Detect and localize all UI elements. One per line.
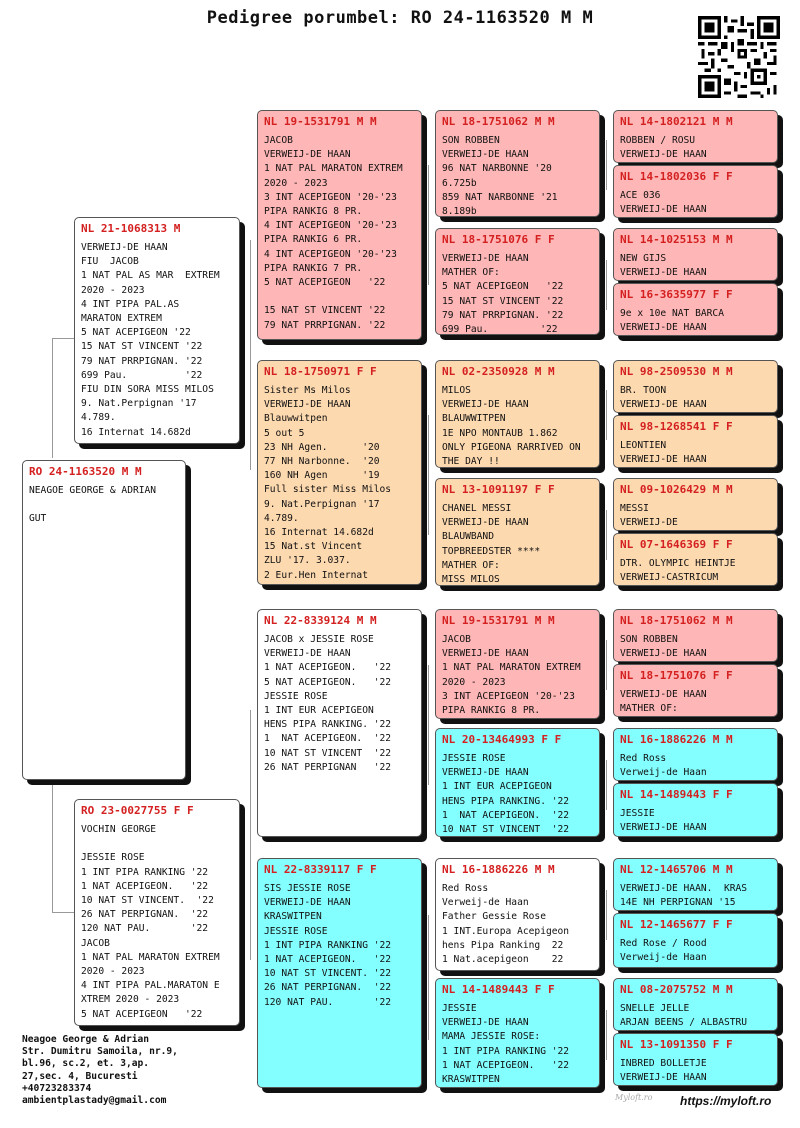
pigeon-details: Sister Ms Milos VERWEIJ-DE HAAN Blauwwitpen 5 out 5 23 NH Agen. '20 77 NH Narbonne. '20 160 NH Agen '19 Full sister Miss Milos 9. Nat.Perpignan '17 4.789. 16 Internat 14.682d 15 Nat.st Vincent ZLU '17. 3.037. 2 Eur.Hen Internat bbox=[264, 385, 392, 581]
pigeon-details: Red Ross Verweij-de Haan Father Gessie Rose 1 INT.Europa Acepigeon hens Pipa Ranking 22 1 Nat.acepigeon 22 bbox=[442, 883, 570, 966]
ancestor-card[interactable] bbox=[613, 913, 778, 968]
ring-number: NL 98-2509530 M M bbox=[620, 365, 733, 378]
ring-number: NL 16-3635977 F F bbox=[620, 288, 733, 301]
ancestor-card[interactable] bbox=[435, 360, 600, 468]
connector bbox=[52, 338, 74, 339]
pigeon-details: SON ROBBEN VERWEIJ-DE HAAN 96 NAT NARBONNE '20 6.725b 859 NAT NARBONNE '21 8.189b bbox=[442, 135, 558, 217]
pigeon-details: VERWEIJ-DE HAAN MATHER OF: bbox=[620, 689, 707, 715]
pigeon-details: 9e x 10e NAT BARCA VERWEIJ-DE HAAN bbox=[620, 308, 724, 334]
dam-card[interactable] bbox=[74, 799, 240, 1026]
ancestor-card[interactable] bbox=[613, 228, 778, 281]
connector bbox=[606, 1010, 607, 1060]
connector bbox=[52, 780, 53, 912]
ring-number: NL 13-1091350 F F bbox=[620, 1038, 733, 1051]
connector bbox=[606, 510, 607, 560]
pigeon-details: SNELLE JELLE ARJAN BEENS / ALBASTRU bbox=[620, 1003, 748, 1029]
connector bbox=[606, 390, 607, 440]
ring-number: NL 08-2075752 M M bbox=[620, 983, 733, 996]
pigeon-details: JACOB VERWEIJ-DE HAAN 1 NAT PAL MARATON EXTREM 2020 - 2023 3 INT ACEPIGEON '20-'23 PIPA RANKIG 8 PR. bbox=[442, 634, 581, 717]
subject-pigeon-card[interactable] bbox=[22, 460, 186, 780]
ring-number: NL 09-1026429 M M bbox=[620, 483, 733, 496]
connector bbox=[52, 912, 74, 913]
owner-contact: Neagoe George & Adrian Str. Dumitru Samoila, nr.9, bl.96, sc.2, et. 3,ap. 27,sec. 4, Bucuresti +40723283374 ambientplastady@gmail.com bbox=[22, 1034, 178, 1107]
connector bbox=[606, 640, 607, 690]
ancestor-card[interactable] bbox=[435, 978, 600, 1088]
ancestor-card[interactable] bbox=[257, 110, 422, 340]
ancestor-card[interactable] bbox=[613, 360, 778, 413]
ring-number: NL 14-1025153 M M bbox=[620, 233, 733, 246]
ancestor-card[interactable] bbox=[613, 978, 778, 1031]
pigeon-details: INBRED BOLLETJE VERWEIJ-DE HAAN bbox=[620, 1058, 707, 1084]
pigeon-details: VERWEIJ-DE HAAN. KRAS 14E NH PERPIGNAN '15 bbox=[620, 883, 748, 909]
connector bbox=[52, 338, 53, 458]
ancestor-card[interactable] bbox=[613, 1033, 778, 1086]
pigeon-details: VOCHIN GEORGE JESSIE ROSE 1 INT PIPA RANKING '22 1 NAT ACEPIGEON. '22 10 NAT ST VINCENT. '22 26 NAT PERPIGNAN. '22 120 NAT PAU. '22 JACOB 1 NAT PAL MARATON EXTREM 2020 - 2023 4 INT PIPA PAL.MARATON E XTREM 2020 - 2023 5 NAT ACEPIGEON '22 bbox=[81, 824, 220, 1020]
pigeon-details: SON ROBBEN VERWEIJ-DE HAAN bbox=[620, 634, 707, 660]
ring-number: NL 14-1802036 F F bbox=[620, 170, 733, 183]
ring-number: NL 14-1489443 F F bbox=[620, 788, 733, 801]
ancestor-card[interactable] bbox=[613, 110, 778, 163]
connector bbox=[428, 165, 429, 285]
ancestor-card[interactable] bbox=[613, 858, 778, 911]
ring-number: NL 21-1068313 M bbox=[81, 222, 181, 235]
connector bbox=[428, 665, 429, 785]
pigeon-details: MESSI VERWEIJ-DE bbox=[620, 503, 678, 529]
ancestor-card[interactable] bbox=[613, 664, 778, 717]
ring-number: NL 12-1465706 M M bbox=[620, 863, 733, 876]
ancestor-card[interactable] bbox=[435, 728, 600, 837]
ring-number: NL 22-8339117 F F bbox=[264, 863, 377, 876]
pigeon-details: JACOB x JESSIE ROSE VERWEIJ-DE HAAN 1 NAT ACEPIGEON. '22 5 NAT ACEPIGEON. '22 JESSIE ROSE 1 INT EUR ACEPIGEON HENS PIPA RANKING. '22 1 NAT ACEPIGEON. '22 10 NAT ST VINCENT '22 26 NAT PERPIGNAN '22 bbox=[264, 634, 392, 773]
ancestor-card[interactable] bbox=[257, 609, 422, 837]
pigeon-details: ACE 036 VERWEIJ-DE HAAN bbox=[620, 190, 707, 216]
connector bbox=[606, 760, 607, 810]
ring-number: NL 14-1802121 M M bbox=[620, 115, 733, 128]
pigeon-details: VERWEIJ-DE HAAN FIU JACOB 1 NAT PAL AS MAR EXTREM 2020 - 2023 4 INT PIPA PAL.AS MARATON EXTREM 5 NAT ACEPIGEON '22 15 NAT ST VINCENT '22 79 NAT PRRPIGNAN. '22 699 Pau. '22 FIU DIN SORA MISS MILOS 9. Nat.Perpignan '17 4.789. 16 Internat 14.682d bbox=[81, 242, 220, 438]
ancestor-card[interactable] bbox=[613, 415, 778, 468]
ancestor-card[interactable] bbox=[613, 283, 778, 336]
pigeon-details: VERWEIJ-DE HAAN MATHER OF: 5 NAT ACEPIGEON '22 15 NAT ST VINCENT '22 79 NAT PRRPIGNAN. '22 699 Pau. '22 bbox=[442, 253, 564, 335]
ancestor-card[interactable] bbox=[435, 228, 600, 335]
ancestor-card[interactable] bbox=[435, 609, 600, 719]
ancestor-card[interactable] bbox=[435, 478, 600, 586]
pigeon-details: CHANEL MESSI VERWEIJ-DE HAAN BLAUWBAND TOPBREEDSTER **** MATHER OF: MISS MILOS bbox=[442, 503, 541, 586]
connector bbox=[250, 240, 251, 470]
signature-mark: Myloft.ro bbox=[615, 1093, 653, 1102]
website-link[interactable]: https://myloft.ro bbox=[680, 1094, 772, 1108]
ancestor-card[interactable] bbox=[613, 478, 778, 531]
pigeon-details: NEW GIJS VERWEIJ-DE HAAN bbox=[620, 253, 707, 279]
connector bbox=[250, 710, 251, 960]
ancestor-card[interactable] bbox=[613, 609, 778, 662]
ancestor-card[interactable] bbox=[257, 858, 422, 1088]
ring-number: NL 18-1751076 F F bbox=[620, 669, 733, 682]
ring-number: NL 19-1531791 M M bbox=[264, 115, 377, 128]
ring-number: NL 16-1886226 M M bbox=[620, 733, 733, 746]
pigeon-details: MILOS VERWEIJ-DE HAAN BLAUWWITPEN 1E NPO MONTAUB 1.862 ONLY PIGEONA RARRIVED ON THE DAY !! bbox=[442, 385, 581, 468]
ring-number: NL 22-8339124 M M bbox=[264, 614, 377, 627]
ancestor-card[interactable] bbox=[435, 110, 600, 217]
ancestor-card[interactable] bbox=[613, 783, 778, 837]
connector bbox=[428, 415, 429, 535]
ring-number: RO 24-1163520 M M bbox=[29, 465, 142, 478]
connector bbox=[606, 890, 607, 940]
pigeon-details: Red Rose / Rood Verweij-de Haan bbox=[620, 938, 707, 964]
ancestor-card[interactable] bbox=[613, 165, 778, 218]
ancestor-card[interactable] bbox=[613, 728, 778, 781]
sire-card[interactable] bbox=[74, 217, 240, 444]
ring-number: NL 19-1531791 M M bbox=[442, 614, 555, 627]
ring-number: NL 12-1465677 F F bbox=[620, 918, 733, 931]
ancestor-card[interactable] bbox=[435, 858, 600, 971]
ring-number: NL 18-1751062 M M bbox=[442, 115, 555, 128]
pigeon-details: NEAGOE GEORGE & ADRIAN GUT bbox=[29, 485, 157, 525]
ancestor-card[interactable] bbox=[613, 533, 778, 586]
page-title: Pedigree porumbel: RO 24-1163520 M M bbox=[206, 8, 594, 28]
ring-number: NL 13-1091197 F F bbox=[442, 483, 555, 496]
pigeon-details: JESSIE VERWEIJ-DE HAAN MAMA JESSIE ROSE: 1 INT PIPA RANKING '22 1 NAT ACEPIGEON. '22 KRASWITPEN bbox=[442, 1003, 570, 1086]
ring-number: NL 16-1886226 M M bbox=[442, 863, 555, 876]
ring-number: RO 23-0027755 F F bbox=[81, 804, 194, 817]
pigeon-details: JESSIE VERWEIJ-DE HAAN bbox=[620, 808, 707, 834]
ring-number: NL 98-1268541 F F bbox=[620, 420, 733, 433]
pigeon-details: BR. TOON VERWEIJ-DE HAAN bbox=[620, 385, 707, 411]
pigeon-details: JESSIE ROSE VERWEIJ-DE HAAN 1 INT EUR ACEPIGEON HENS PIPA RANKING. '22 1 NAT ACEPIGEON. '22 10 NAT ST VINCENT '22 bbox=[442, 753, 570, 836]
connector bbox=[428, 915, 429, 1040]
ring-number: NL 18-1751062 M M bbox=[620, 614, 733, 627]
ring-number: NL 18-1750971 F F bbox=[264, 365, 377, 378]
ring-number: NL 02-2350928 M M bbox=[442, 365, 555, 378]
pigeon-details: JACOB VERWEIJ-DE HAAN 1 NAT PAL MARATON EXTREM 2020 - 2023 3 INT ACEPIGEON '20-'23 PIPA RANKIG 8 PR. 4 INT ACEPIGEON '20-'23 PIPA RANKIG 6 PR. 4 INT ACEPIGEON '20-'23 PIPA RANKIG 7 PR. 5 NAT ACEPIGEON '22 15 NAT ST VINCENT '22 79 NAT PRRPIGNAN. '22 bbox=[264, 135, 403, 331]
pigeon-details: LEONTIEN VERWEIJ-DE HAAN bbox=[620, 440, 707, 466]
pigeon-details: ROBBEN / ROSU VERWEIJ-DE HAAN bbox=[620, 135, 707, 161]
connector bbox=[606, 140, 607, 190]
qr-code bbox=[698, 16, 780, 98]
connector bbox=[606, 260, 607, 310]
ring-number: NL 07-1646369 F F bbox=[620, 538, 733, 551]
ring-number: NL 20-13464993 F F bbox=[442, 733, 562, 746]
pigeon-details: DTR. OLYMPIC HEINTJE VERWEIJ-CASTRICUM bbox=[620, 558, 736, 584]
pigeon-details: SIS JESSIE ROSE VERWEIJ-DE HAAN KRASWITPEN JESSIE ROSE 1 INT PIPA RANKING '22 1 NAT ACEPIGEON. '22 10 NAT ST VINCENT. '22 26 NAT PERPIGNAN. '22 120 NAT PAU. '22 bbox=[264, 883, 392, 1008]
ring-number: NL 14-1489443 F F bbox=[442, 983, 555, 996]
ring-number: NL 18-1751076 F F bbox=[442, 233, 555, 246]
pigeon-details: Red Ross Verweij-de Haan bbox=[620, 753, 707, 779]
ancestor-card[interactable] bbox=[257, 360, 422, 585]
